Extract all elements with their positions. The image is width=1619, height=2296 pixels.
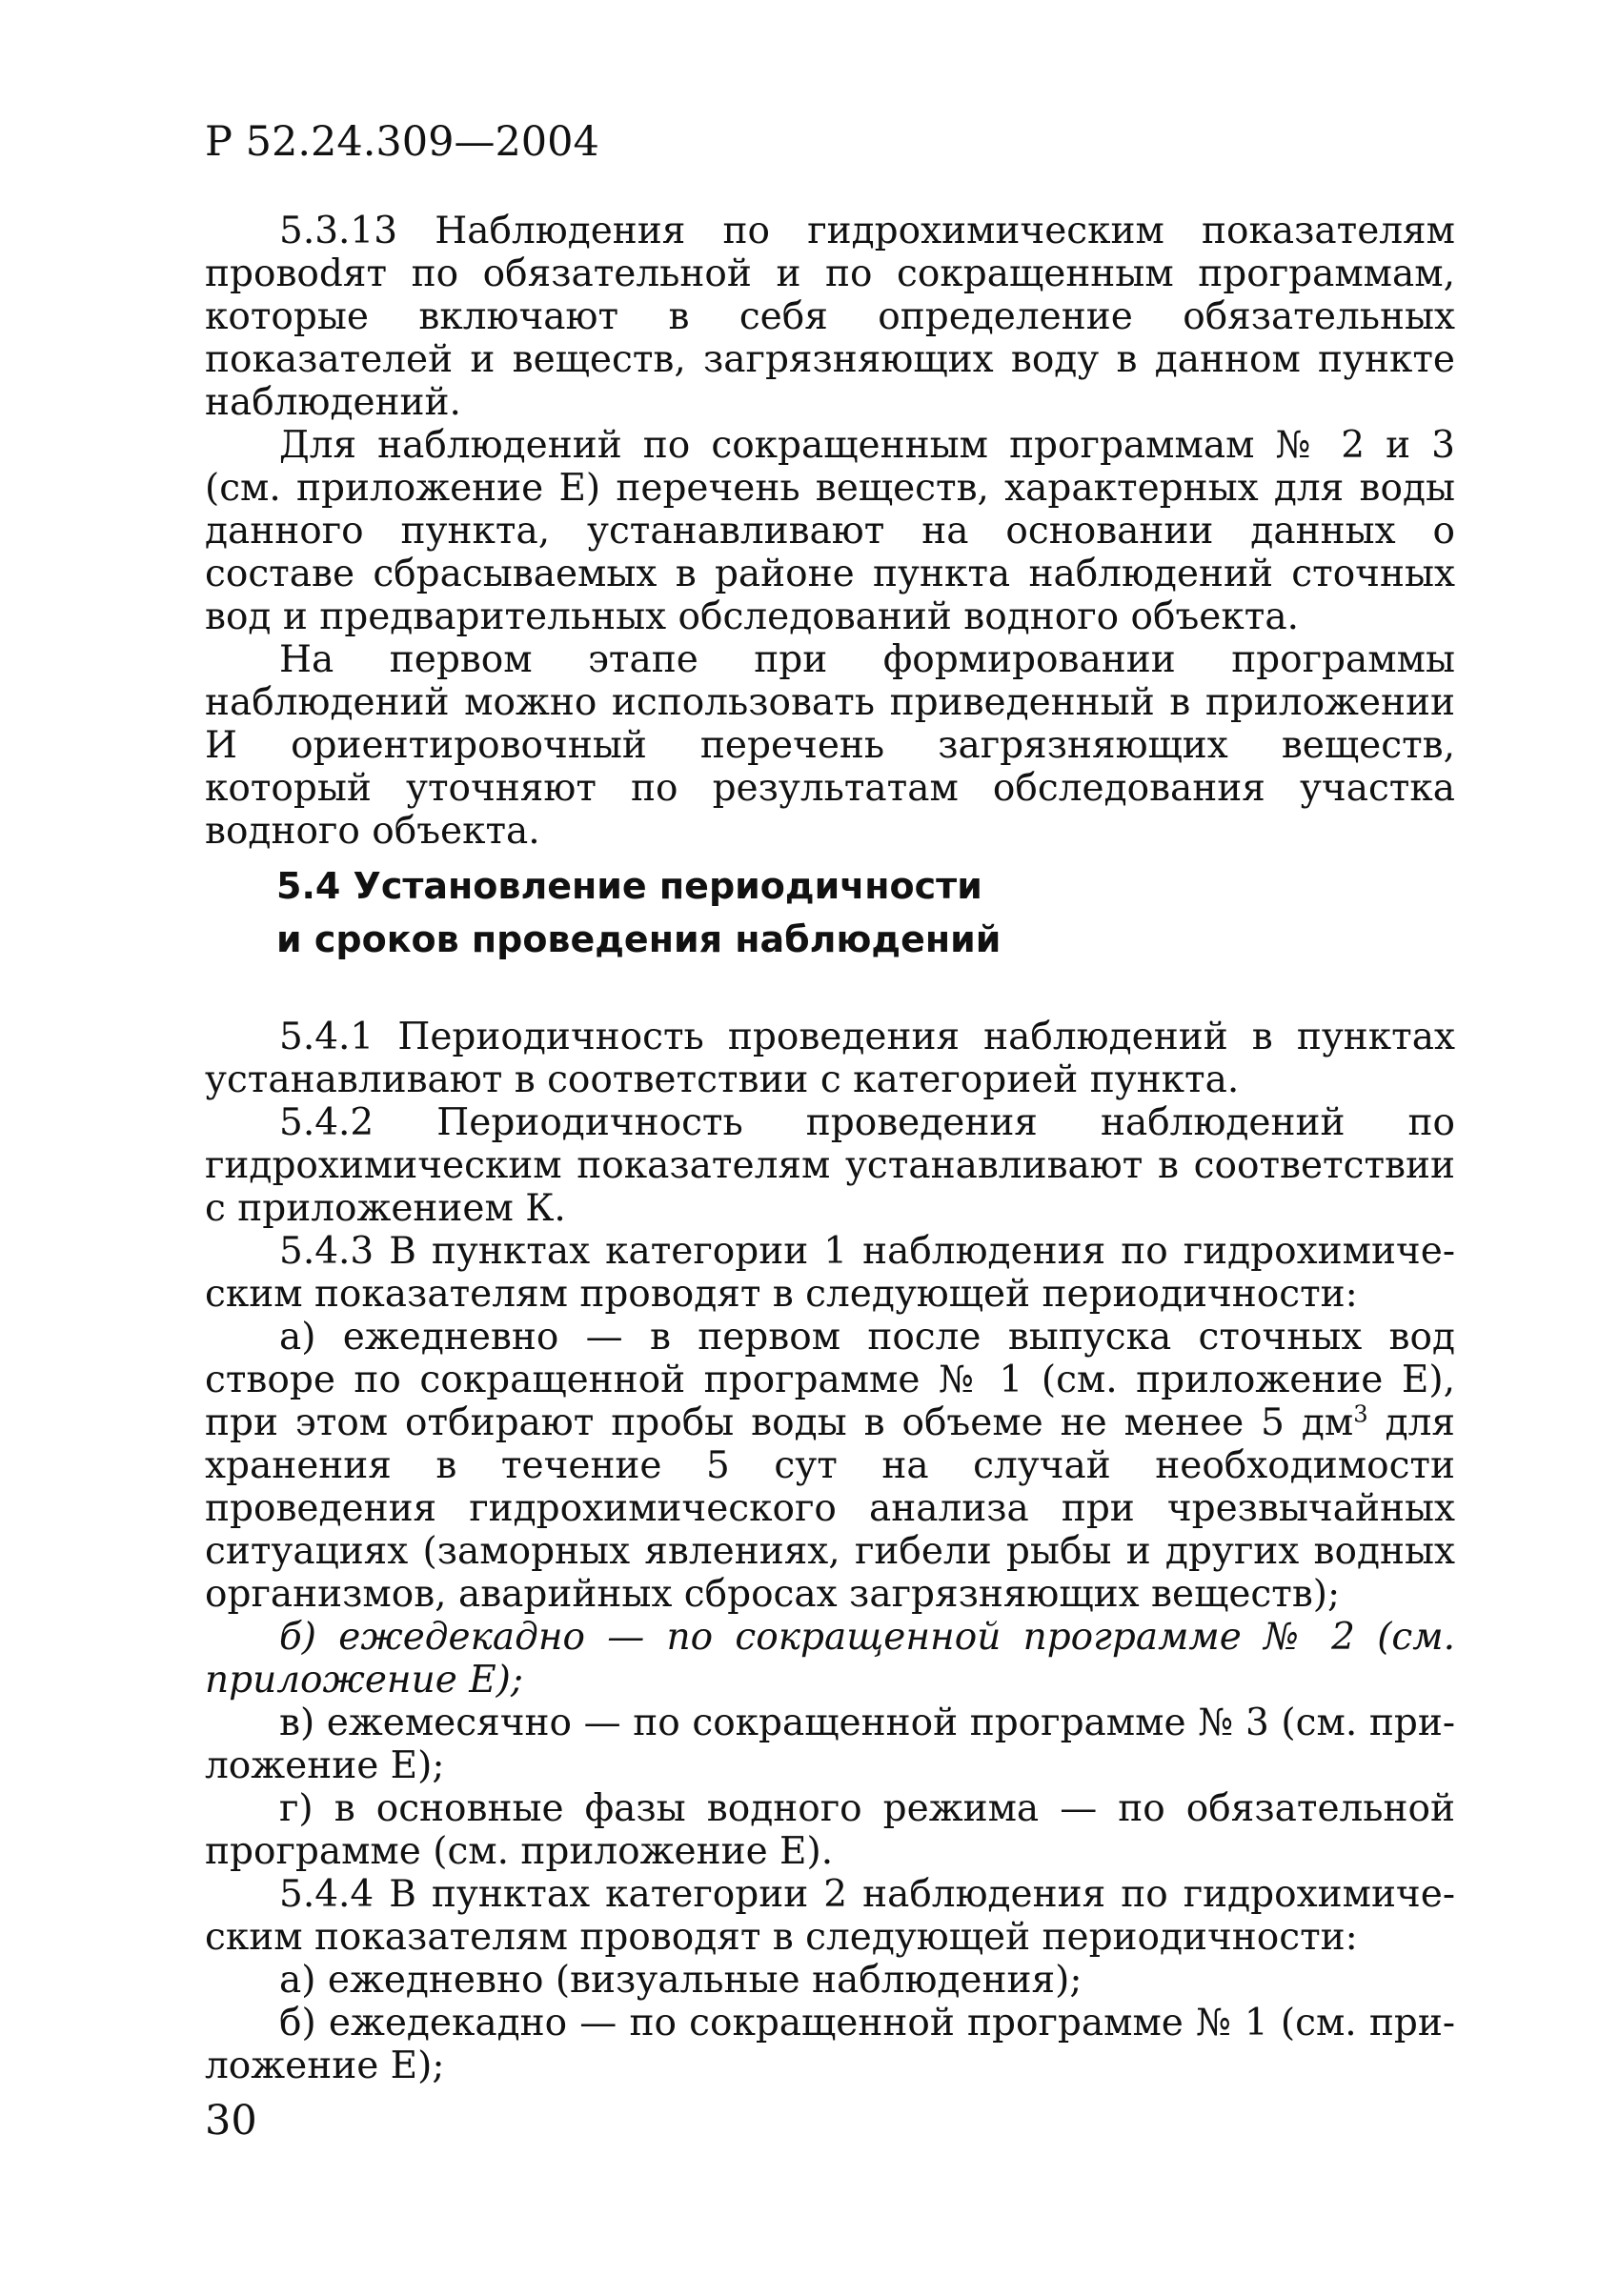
list-item-b-category-1: б) ежедекадно — по сокращенной программе № 2 (см. приложение Е); [205,1616,1455,1702]
page-number: 30 [205,2097,257,2145]
item-a-text-part1: а) ежедневно — в первом после выпуска сточных вод створе по сокращенной программе № 1 (см. приложение Е), при этом отбирают пробы воды в объеме не менее 5 дм [205,1316,1455,1444]
paragraph-reduced-programs: Для наблюдений по сокращенным программам № 2 и 3 (см. приложение Е) перечень веществ, характерных для воды данного пункта, устанавливают на основании данных о составе сбрасываемых в районе пункта наблюдений сточных вод и предварительных обследований водного объекта. [205,424,1455,638]
cubic-superscript: 3 [1353,1400,1368,1428]
list-item-b-category-2: б) ежедекадно — по сокращенной программе № 1 (см. приложение Е); [205,2002,1455,2087]
section-5-4-text [205,1016,1455,2087]
paragraph-5-4-2: 5.4.2 Периодичность проведения наблюдений по гидрохимическим показателям устанавливают в соответствии с приложением К. [205,1101,1455,1230]
list-item-v-category-1: в) ежемесячно — по сокращенной программе № 3 (см. приложение Е); [205,1702,1455,1787]
list-item-a-category-2: а) ежедневно (визуальные наблюдения); [279,1959,1083,2002]
list-item-a-category-1 [205,1316,1455,1616]
section-5-3-text [205,210,1455,853]
paragraph-5-4-4: 5.4.4 В пунктах категории 2 наблюдения по гидрохимическим показателям проводят в следующей периодичности: [205,1873,1455,1959]
paragraph-first-stage: На первом этапе при формировании программы наблюдений можно использовать приведенный в приложении И ориентировочный перечень загрязняющих веществ, который уточняют по результатам обследования участка водного объекта. [205,638,1455,853]
paragraph-5-4-3: 5.4.3 В пунктах категории 1 наблюдения по гидрохимическим показателям проводят в следующей периодичности: [205,1230,1455,1316]
document-id: Р 52.24.309—2004 [205,118,599,166]
paragraph-5-4-1: 5.4.1 Периодичность проведения наблюдений в пунктах устанавливают в соответствии с категорией пункта. [205,1016,1455,1101]
paragraph-5-3-13: 5.3.13 Наблюдения по гидрохимическим показателям провоdят по обязательной и по сокращенным программам, которые включают в себя определение обязательных показателей и веществ, загрязняющих воду в данном пункте наблюдений. [205,210,1455,424]
list-item-g-category-1: г) в основные фазы водного режима — по обязательной программе (см. приложение Е). [205,1787,1455,1873]
heading-line-1: 5.4 Установление периодичности [276,865,982,907]
section-5-4-heading [276,859,1420,966]
item-a-text-part2: для хранения в течение 5 сут на случай необходимости проведения гидрохимического анализа при чрезвычайных ситуациях (заморных явлениях, гибели рыбы и других водных организмов, аварийных сбросах загрязняющих веществ); [205,1401,1455,1616]
heading-line-2: и сроков проведения наблюдений [276,918,1002,960]
